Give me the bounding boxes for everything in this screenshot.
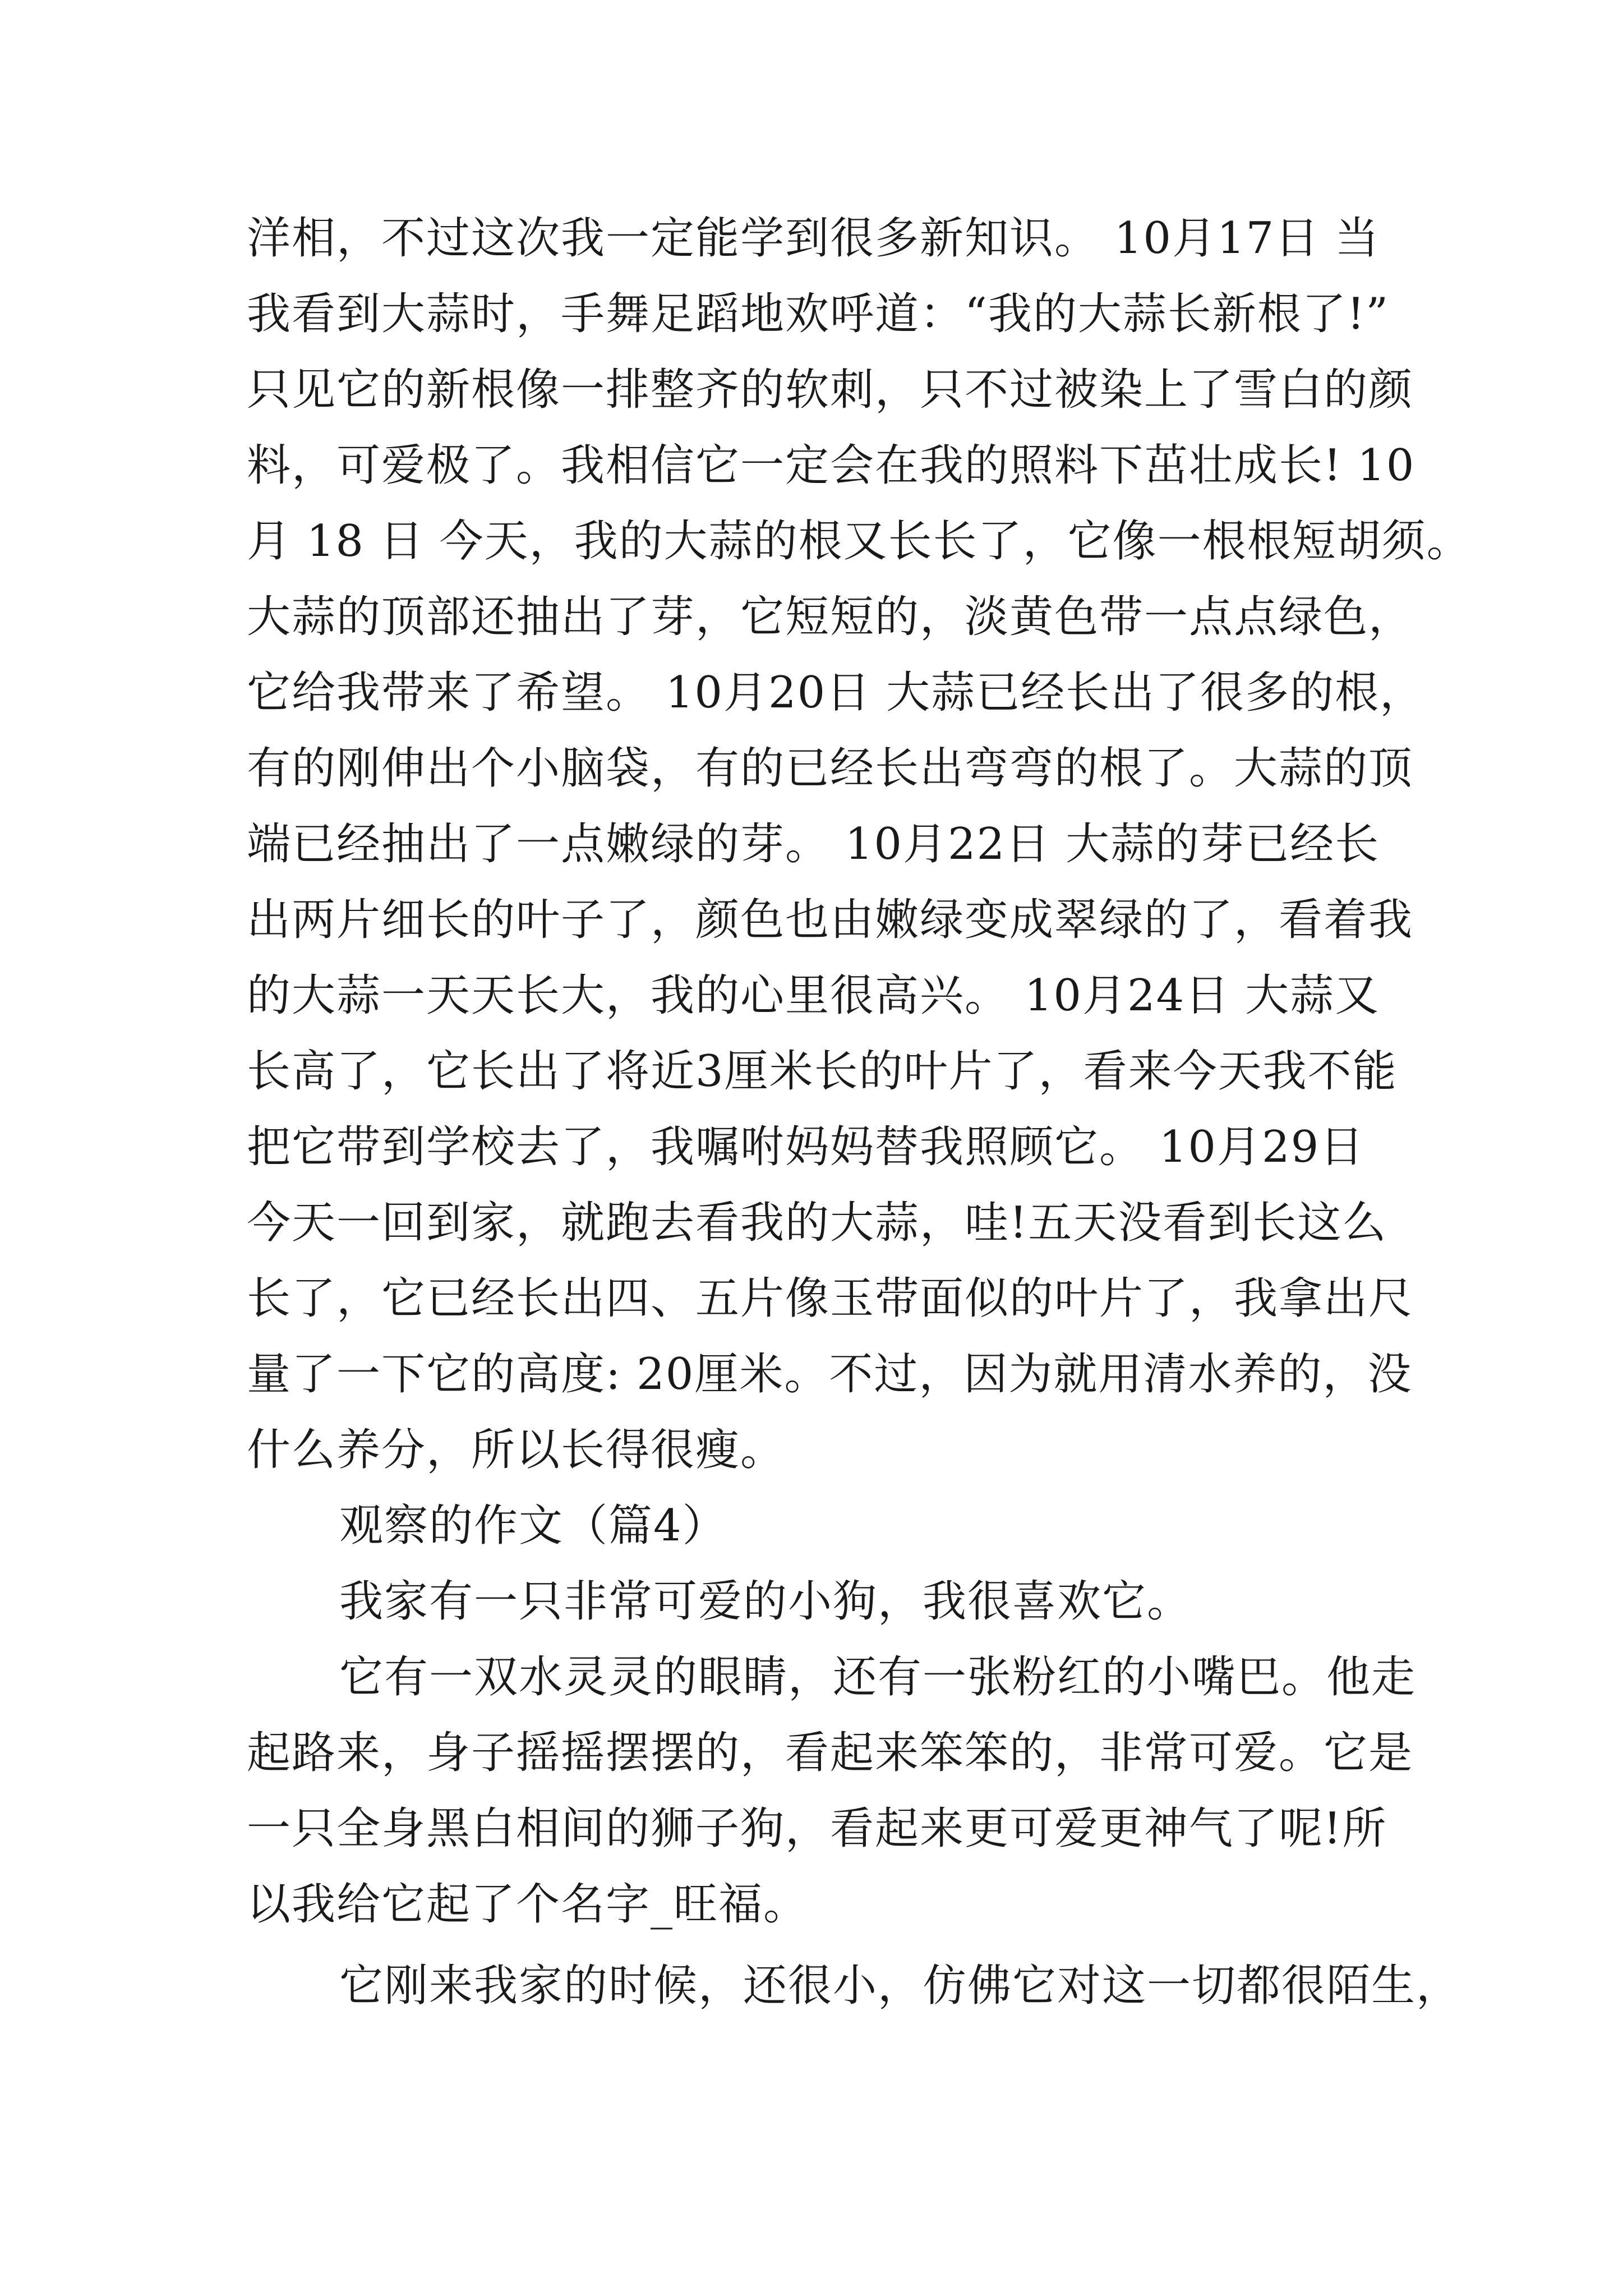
- text-line: 月 18 日 今天，我的大蒜的根又长长了，它像一根根短胡须。: [247, 516, 1472, 567]
- text-line: 只见它的新根像一排整齐的软刺，只不过被染上了雪白的颜: [247, 365, 1414, 415]
- text-line: 有的刚伸出个小脑袋，有的已经长出弯弯的根了。大蒜的顶: [247, 743, 1414, 794]
- text-line: 把它带到学校去了，我嘱咐妈妈替我照顾它。 10月29日: [247, 1122, 1365, 1172]
- paragraph-start: 它有一双水灵灵的眼睛，还有一张粉红的小嘴巴。他走: [339, 1652, 1417, 1703]
- text-line: 量了一下它的高度: 20厘米。不过，因为就用清水养的，没: [247, 1349, 1413, 1400]
- text-line: 一只全身黑白相间的狮子狗，看起来更可爱更神气了呢!所: [247, 1803, 1387, 1854]
- text-line: 什么养分，所以长得很瘦。: [247, 1425, 786, 1475]
- text-line: 端已经抽出了一点嫩绿的芽。 10月22日 大蒜的芽已经长: [247, 819, 1380, 869]
- text-line: 长高了，它长出了将近3厘米长的叶片了，看来今天我不能: [247, 1046, 1398, 1097]
- text-line: 今天一回到家，就跑去看我的大蒜，哇!五天没看到长这么: [247, 1198, 1387, 1248]
- text-line: 料，可爱极了。我相信它一定会在我的照料下茁壮成长! 10: [247, 440, 1415, 491]
- text-line: 我看到大蒜时，手舞足蹈地欢呼道：“我的大蒜长新根了!”: [247, 289, 1390, 339]
- text-line: 长了，它已经长出四、五片像玉带面似的叶片了，我拿出尺: [247, 1273, 1414, 1324]
- section-heading: 观察的作文（篇4）: [339, 1501, 727, 1551]
- paragraph-start: 我家有一只非常可爱的小狗，我很喜欢它。: [339, 1576, 1192, 1627]
- text-line: 它给我带来了希望。 10月20日 大蒜已经长出了很多的根，: [247, 668, 1425, 718]
- text-line: 洋相，不过这次我一定能学到很多新知识。 10月17日 当: [247, 213, 1380, 264]
- text-line: 起路来，身子摇摇摆摆的，看起来笨笨的，非常可爱。它是: [247, 1728, 1414, 1778]
- text-line: 以我给它起了个名字_旺福。: [247, 1879, 809, 1930]
- text-line: 出两片细长的叶子了，颜色也由嫩绿变成翠绿的了，看着我: [247, 895, 1414, 945]
- text-line: 大蒜的顶部还抽出了芽，它短短的，淡黄色带一点点绿色，: [247, 592, 1414, 642]
- paragraph-start: 它刚来我家的时候，还很小，仿佛它对这一切都很陌生，: [339, 1961, 1461, 2011]
- text-line: 的大蒜一天天长大，我的心里很高兴。 10月24日 大蒜又: [247, 970, 1380, 1021]
